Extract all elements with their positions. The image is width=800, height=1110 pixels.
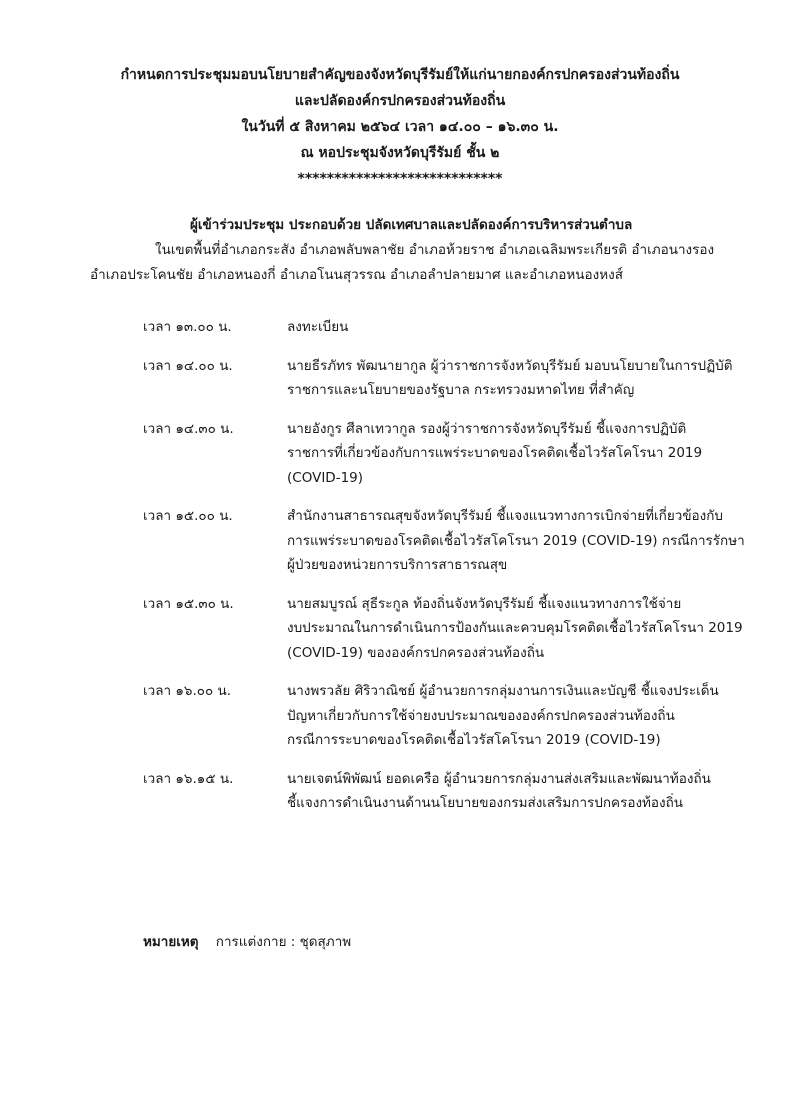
schedule-time: เวลา ๑๔.๓๐ น. (143, 420, 234, 437)
schedule-line: งบประมาณในการดำเนินการป้องกันและควบคุมโรคติดเชื้อไวรัสโคโรนา 2019 (287, 620, 743, 636)
schedule-item (143, 679, 743, 753)
schedule-item (143, 354, 743, 403)
schedule-description (287, 504, 743, 578)
remark-spacer (203, 934, 212, 950)
attendees-lead: ผู้เข้าร่วมประชุม ประกอบด้วย ปลัดเทศบาลและปลัดองค์การบริหารส่วนตำบล (190, 217, 633, 233)
schedule-line: ราชการที่เกี่ยวข้องกับการแพร่ระบาดของโรคติดเชื้อไวรัสโคโรนา 2019 (287, 445, 703, 461)
schedule-time: เวลา ๑๖.๐๐ น. (143, 683, 232, 699)
schedule-item (143, 417, 743, 491)
remark-label: หมายเหตุ (143, 934, 199, 950)
remark (143, 930, 351, 954)
schedule-line: ชี้แจงการดำเนินงานด้านนโยบายของกรมส่งเสริมการปกครองท้องถิ่น (287, 795, 684, 811)
header-date: ในวันที่ ๕ สิงหาคม ๒๕๖๔ เวลา ๑๔.๐๐ – ๑๖.๓๐ น. (241, 119, 559, 135)
schedule-line: กรณีการระบาดของโรคติดเชื้อไวรัสโคโรนา 2019 (COVID-19) (287, 732, 661, 748)
schedule-line: (COVID-19) ขององค์กรปกครองส่วนท้องถิ่น (287, 644, 545, 661)
schedule-item (143, 315, 743, 340)
schedule-time: เวลา ๑๕.๐๐ น. (143, 508, 233, 524)
header-venue: ณ หอประชุมจังหวัดบุรีรัมย์ ชั้น ๒ (300, 145, 500, 161)
schedule-list (143, 315, 743, 830)
schedule-description (287, 767, 743, 816)
schedule-line: นายธีรภัทร พัฒนายากูล ผู้ว่าราชการจังหวัดบุรีรัมย์ มอบนโยบายในการปฏิบัติ (287, 357, 733, 374)
header-divider: **************************** (297, 171, 503, 187)
attendees-line: ในเขตพื้นที่อำเภอกระสัง อำเภอพลับพลาชัย อำเภอห้วยราช อำเภอเฉลิมพระเกียรติ อำเภอนางรอง (155, 242, 715, 258)
header-subtitle: และปลัดองค์กรปกครองส่วนท้องถิ่น (294, 93, 506, 109)
schedule-time: เวลา ๑๔.๐๐ น. (143, 357, 233, 374)
schedule-description (287, 354, 743, 403)
schedule-line: ราชการและนโยบายของรัฐบาล กระทรวงมหาดไทย ที่สำคัญ (287, 382, 635, 398)
schedule-item (143, 592, 743, 666)
schedule-description (287, 592, 743, 666)
schedule-description (287, 417, 743, 491)
schedule-time: เวลา ๑๖.๑๕ น. (143, 770, 234, 787)
header-title: กำหนดการประชุมมอบนโยบายสำคัญของจังหวัดบุรีรัมย์ให้แก่นายกองค์กรปกครองส่วนท้องถิ่น (120, 67, 680, 83)
schedule-line: (COVID-19) (287, 469, 364, 486)
schedule-line: นางพรวลัย ศิริวาณิชย์ ผู้อำนวยการกลุ่มงานการเงินและบัญชี ชี้แจงประเด็น (287, 683, 719, 699)
remark-text: การแต่งกาย : ชุดสุภาพ (215, 934, 352, 950)
schedule-line: ผู้ป่วยของหน่วยการบริการสาธารณสุข (287, 557, 508, 573)
schedule-line: ปัญหาเกี่ยวกับการใช้จ่ายงบประมาณขององค์กรปกครองส่วนท้องถิ่น (287, 707, 675, 724)
schedule-time: เวลา ๑๓.๐๐ น. (143, 319, 232, 335)
schedule-description (287, 315, 743, 340)
schedule-line: สำนักงานสาธารณสุขจังหวัดบุรีรัมย์ ชี้แจงแนวทางการเบิกจ่ายที่เกี่ยวข้องกับ (287, 508, 723, 524)
schedule-description (287, 679, 743, 753)
attendees-paragraph (90, 213, 750, 288)
schedule-line: นายเจตน์พิพัฒน์ ยอดเครือ ผู้อำนวยการกลุ่มงานส่งเสริมและพัฒนาท้องถิ่น (287, 770, 711, 787)
document-header (0, 62, 800, 192)
schedule-line: ลงทะเบียน (287, 319, 349, 335)
attendees-line: อำเภอประโคนชัย อำเภอหนองกี่ อำเภอโนนสุวรรณ อำเภอลำปลายมาศ และอำเภอหนองหงส์ (90, 267, 623, 283)
schedule-line: นายสมบูรณ์ สุธีระกูล ท้องถิ่นจังหวัดบุรีรัมย์ ชี้แจงแนวทางการใช้จ่าย (287, 595, 682, 612)
schedule-line: นายอังกูร ศีลาเทวากูล รองผู้ว่าราชการจังหวัดบุรีรัมย์ ชี้แจงการปฏิบัติ (287, 420, 687, 437)
schedule-line: การแพร่ระบาดของโรคติดเชื้อไวรัสโคโรนา 2019 (COVID-19) กรณีการรักษา (287, 532, 745, 549)
schedule-item (143, 504, 743, 578)
schedule-time: เวลา ๑๕.๓๐ น. (143, 595, 234, 612)
schedule-item (143, 767, 743, 816)
